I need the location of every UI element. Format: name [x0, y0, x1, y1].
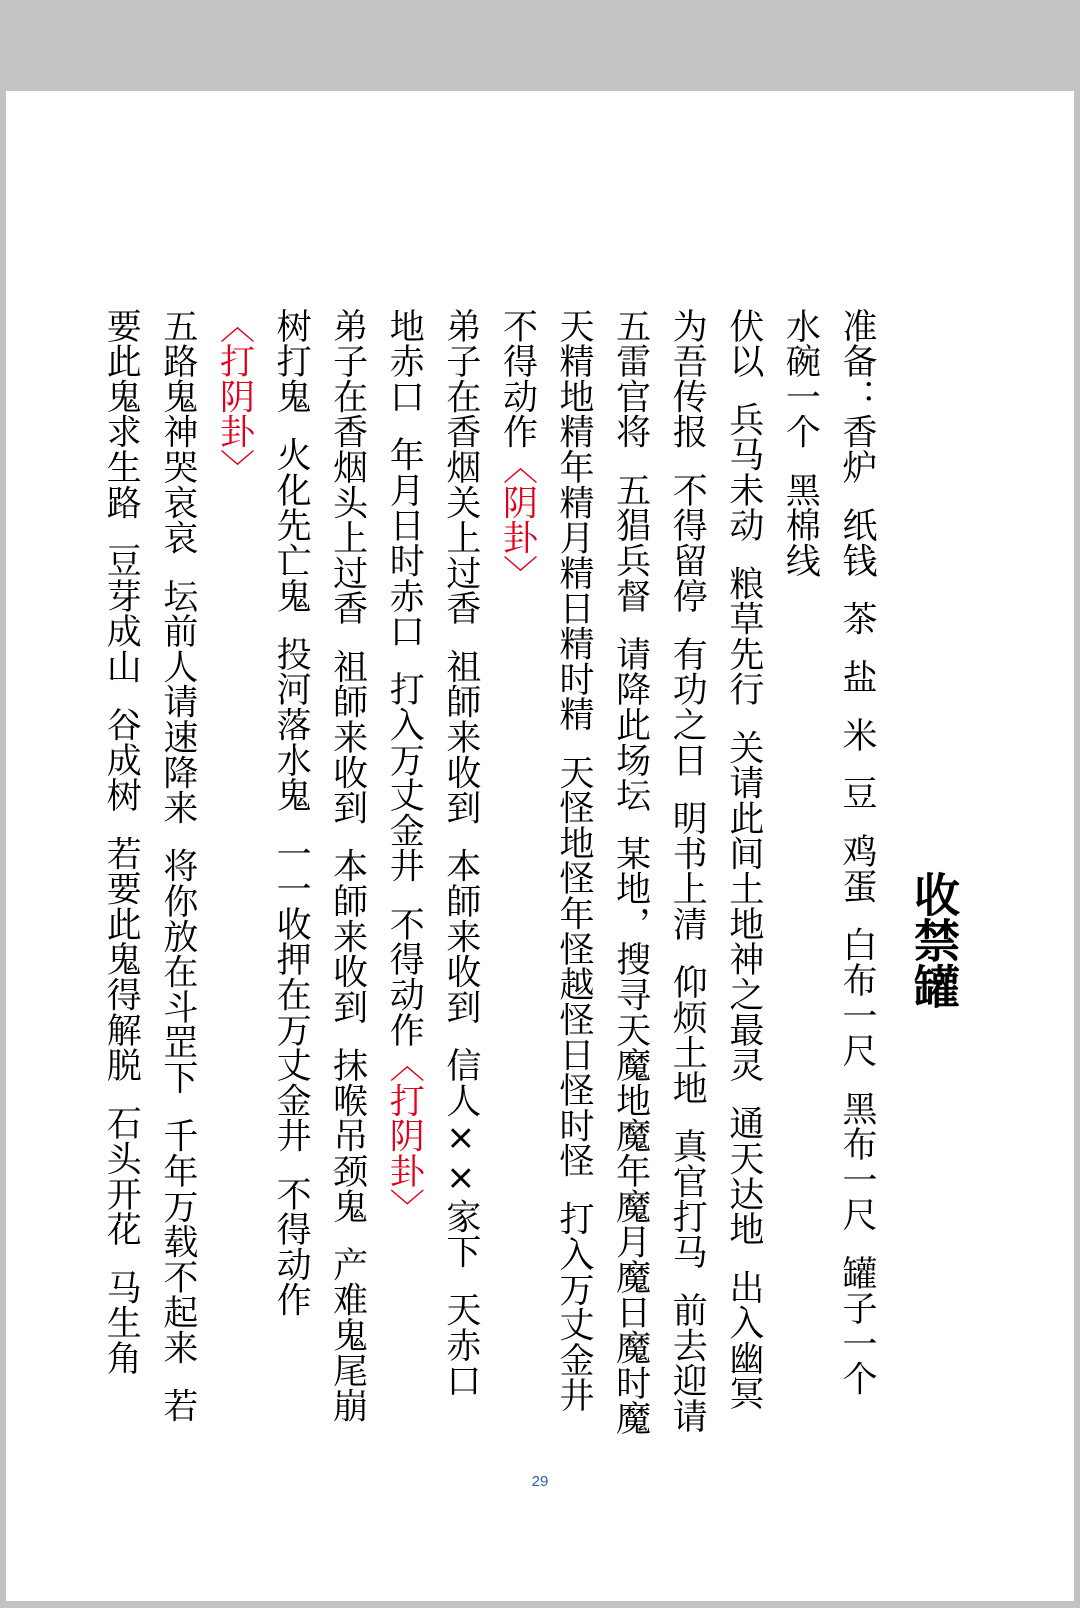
- column-text: 准备：香炉 纸钱 茶 盐 米 豆 鸡蛋 白布一尺 黑布一尺 罐子一个: [837, 308, 877, 1397]
- text-column: [545, 308, 602, 1588]
- column-text: 水碗一个 黑棉线: [780, 308, 821, 578]
- page-title: 收禁罐: [907, 871, 961, 1009]
- column-text: 伏以 兵马未动 粮草先行 关请此间土地神之最灵 通天达地 出入幽冥: [723, 308, 764, 1411]
- text-column: [376, 308, 433, 1588]
- text-column: [319, 308, 376, 1588]
- document-page: [6, 91, 1074, 1601]
- column-text: 天精地精年精月精日精时精 天怪地怪年怪越怪日怪时怪 打入万丈金井: [554, 308, 595, 1413]
- column-text: 树打鬼 火化先亡鬼 投河落水鬼 一一收押在万丈金井 不得动作: [271, 308, 312, 1318]
- text-column: [489, 308, 546, 1588]
- text-column: [262, 308, 319, 1588]
- text-column: [93, 308, 150, 1588]
- column-text: 弟子在香烟关上过香 祖師来收到 本師来收到 信人××家下 天赤口: [440, 308, 481, 1398]
- text-column: [206, 308, 263, 1588]
- text-column: [432, 308, 489, 1588]
- page-number: 29: [531, 1473, 549, 1490]
- hexagram-annotation: 〈打阴卦〉: [214, 308, 255, 485]
- column-text: 弟子在香烟头上过香 祖師来收到 本師来收到 抹喉吊颈鬼 产难鬼尾崩: [327, 308, 368, 1424]
- column-text: 五路鬼神哭哀哀 坛前人请速降来 将你放在斗罡下 千年万载不起来 若: [157, 308, 198, 1424]
- column-text: 不得动作: [497, 308, 538, 450]
- column-text: 五雷官将 五猖兵督 请降此场坛 某地，搜寻天魔地魔年魔月魔日魔时魔: [610, 308, 651, 1436]
- column-text: 地赤口 年月日时赤口 打入万丈金井 不得动作: [384, 308, 425, 1048]
- text-column: [659, 308, 716, 1588]
- text-column: [602, 308, 659, 1588]
- scripture-body: [93, 308, 885, 1588]
- column-text: 为吾传报 不得留停 有功之日 明书上清 仰烦土地 真官打马 前去迎请: [667, 308, 708, 1434]
- text-column: [828, 308, 885, 1588]
- hexagram-annotation: 〈打阴卦〉: [384, 1047, 425, 1224]
- text-column: [149, 308, 206, 1588]
- text-column: [715, 308, 772, 1588]
- column-text: 要此鬼求生路 豆芽成山 谷成树 若要此鬼得解脱 石头开花 马生角: [101, 308, 142, 1376]
- text-column: [772, 308, 829, 1588]
- hexagram-annotation: 〈阴卦〉: [497, 449, 538, 591]
